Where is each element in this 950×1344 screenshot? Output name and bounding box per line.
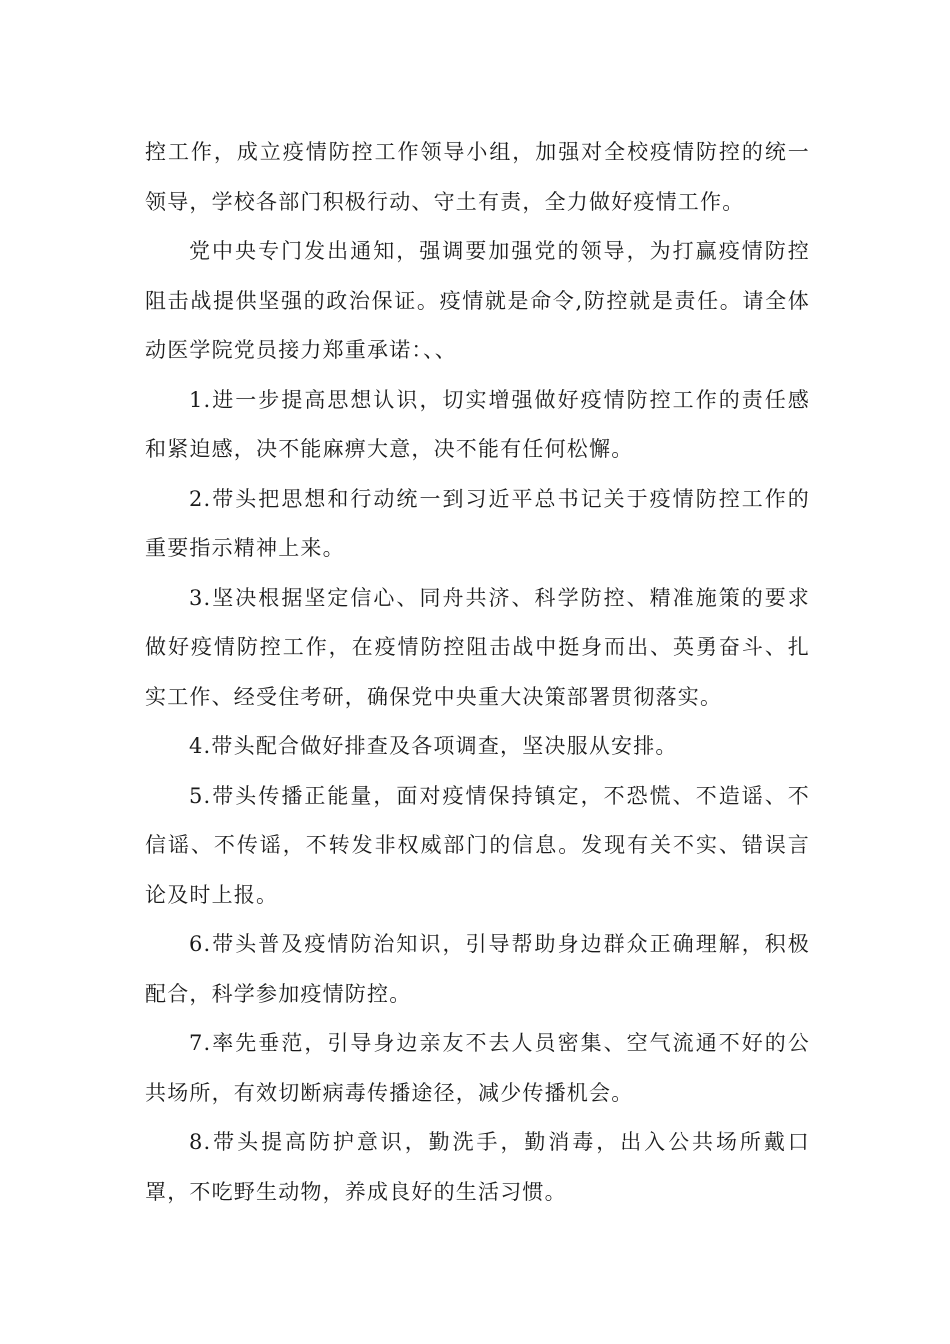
- paragraph-intro: 党中央专门发出通知，强调要加强党的领导，为打赢疫情防控阻击战提供坚强的政治保证。疫情就是命令,防控就是责任。请全体动医学院党员接力郑重承诺：、、: [145, 239, 810, 362]
- pledge-item-4: 4.带头配合做好排查及各项调查，坚决服从安排。: [189, 734, 678, 758]
- paragraph-continuation: 控工作，成立疫情防控工作领导小组，加强对全校疫情防控的统一领导，学校各部门积极行动、守土有责，全力做好疫情工作。: [145, 140, 810, 214]
- pledge-item-3: 3.坚决根据坚定信心、同舟共济、科学防控、精准施策的要求做好疫情防控工作，在疫情防控阻击战中挺身而出、英勇奋斗、扎实工作、经受住考研，确保党中央重大决策部署贯彻落实。: [145, 585, 810, 709]
- pledge-item-7: 7.率先垂范，引导身边亲友不去人员密集、空气流通不好的公共场所，有效切断病毒传播途径，减少传播机会。: [145, 1031, 810, 1105]
- pledge-item-6: 6.带头普及疫情防治知识，引导帮助身边群众正确理解，积极配合，科学参加疫情防控。: [145, 932, 810, 1006]
- pledge-item-5: 5.带头传播正能量，面对疫情保持镇定，不恐慌、不造谣、不信谣、不传谣，不转发非权威部门的信息。发现有关不实、错误言论及时上报。: [145, 783, 810, 907]
- pledge-item-8: 8.带头提高防护意识，勤洗手，勤消毒，出入公共场所戴口罩，不吃野生动物，养成良好的生活习惯。: [145, 1130, 810, 1204]
- pledge-item-1: 1.进一步提高思想认识，切实增强做好疫情防控工作的责任感和紧迫感，决不能麻痹大意，决不能有任何松懈。: [145, 387, 810, 461]
- pledge-item-2: 2.带头把思想和行动统一到习近平总书记关于疫情防控工作的重要指示精神上来。: [145, 486, 810, 560]
- document-body: [145, 128, 810, 1217]
